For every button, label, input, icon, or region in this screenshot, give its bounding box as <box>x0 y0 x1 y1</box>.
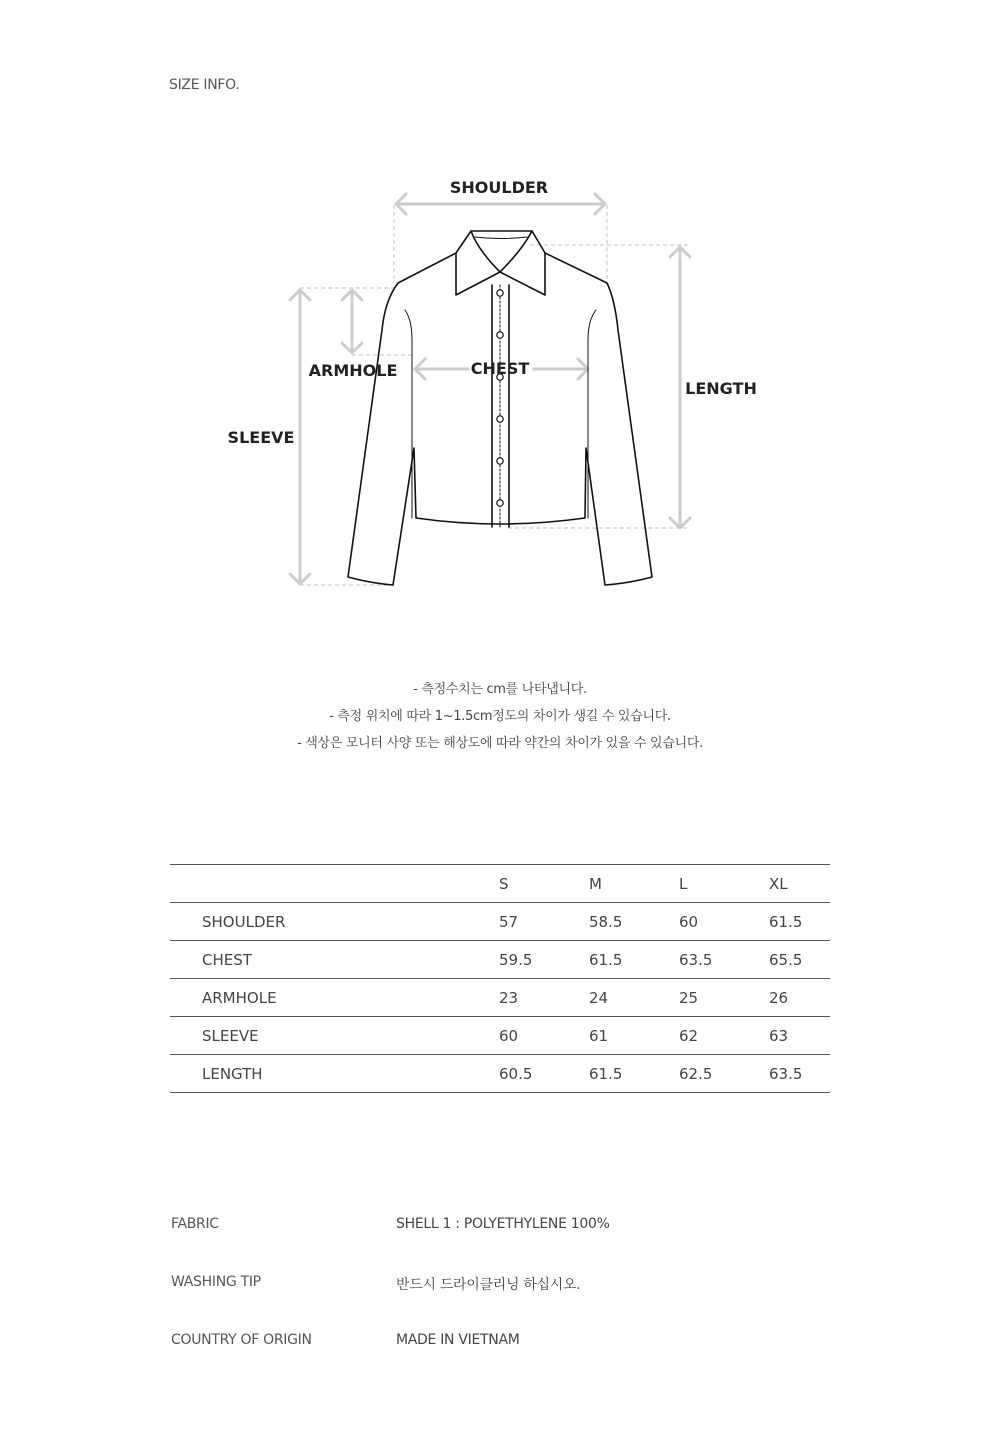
table-row <box>170 903 830 941</box>
header-cell: M <box>589 865 679 903</box>
origin-value: MADE IN VIETNAM <box>396 1332 520 1348</box>
row-label: SLEEVE <box>170 1017 499 1055</box>
table-cell: 23 <box>499 979 589 1017</box>
note-line: - 측정 위치에 따라 1~1.5cm정도의 차이가 생길 수 있습니다. <box>329 709 671 724</box>
button-icon <box>497 458 503 464</box>
table-row <box>170 1055 830 1093</box>
table-cell: 63 <box>769 1017 830 1055</box>
table-cell: 62 <box>679 1017 769 1055</box>
row-label: ARMHOLE <box>170 979 499 1017</box>
armhole-label: ARMHOLE <box>308 361 398 380</box>
header-cell: L <box>679 865 769 903</box>
table-cell: 59.5 <box>499 941 589 979</box>
measurement-notes <box>0 680 1000 761</box>
button-icon <box>497 332 503 338</box>
table-cell: 63.5 <box>769 1055 830 1093</box>
measurement-arrows <box>290 194 690 584</box>
table-cell: 63.5 <box>679 941 769 979</box>
washing-tip-key: WASHING TIP <box>171 1274 261 1290</box>
note-line: - 색상은 모니터 사양 또는 해상도에 따라 약간의 차이가 있을 수 있습니다. <box>297 736 703 751</box>
table-cell: 61.5 <box>769 903 830 941</box>
table-header-row <box>170 865 830 903</box>
chest-label: CHEST <box>470 359 530 378</box>
table-row <box>170 941 830 979</box>
garment-measurement-diagram <box>0 0 1000 640</box>
table-row <box>170 1017 830 1055</box>
table-row <box>170 979 830 1017</box>
row-label: CHEST <box>170 941 499 979</box>
fabric-key: FABRIC <box>171 1216 219 1232</box>
shirt-outline <box>348 231 652 585</box>
fabric-value: SHELL 1 : POLYETHYLENE 100% <box>396 1216 610 1232</box>
guide-lines <box>300 205 688 585</box>
shoulder-label: SHOULDER <box>449 178 549 197</box>
row-label: SHOULDER <box>170 903 499 941</box>
table-cell: 61.5 <box>589 1055 679 1093</box>
table-cell: 62.5 <box>679 1055 769 1093</box>
button-icon <box>497 500 503 506</box>
table-cell: 61 <box>589 1017 679 1055</box>
table-cell: 60 <box>499 1017 589 1055</box>
table-cell: 61.5 <box>589 941 679 979</box>
button-icon <box>497 416 503 422</box>
button-icon <box>497 290 503 296</box>
section-title: SIZE INFO. <box>169 77 240 93</box>
table-cell: 26 <box>769 979 830 1017</box>
table-cell: 58.5 <box>589 903 679 941</box>
washing-tip-value: 반드시 드라이클리닝 하십시오. <box>396 1277 581 1293</box>
note-line: - 측정수치는 cm를 나타냅니다. <box>413 682 587 697</box>
header-cell <box>170 865 499 903</box>
row-label: LENGTH <box>170 1055 499 1093</box>
size-table <box>170 864 830 1093</box>
table-cell: 57 <box>499 903 589 941</box>
header-cell: XL <box>769 865 830 903</box>
table-cell: 60 <box>679 903 769 941</box>
table-cell: 25 <box>679 979 769 1017</box>
table-cell: 24 <box>589 979 679 1017</box>
header-cell: S <box>499 865 589 903</box>
table-cell: 65.5 <box>769 941 830 979</box>
origin-key: COUNTRY OF ORIGIN <box>171 1332 312 1348</box>
length-label: LENGTH <box>685 379 757 398</box>
sleeve-label: SLEEVE <box>227 428 295 447</box>
table-cell: 60.5 <box>499 1055 589 1093</box>
